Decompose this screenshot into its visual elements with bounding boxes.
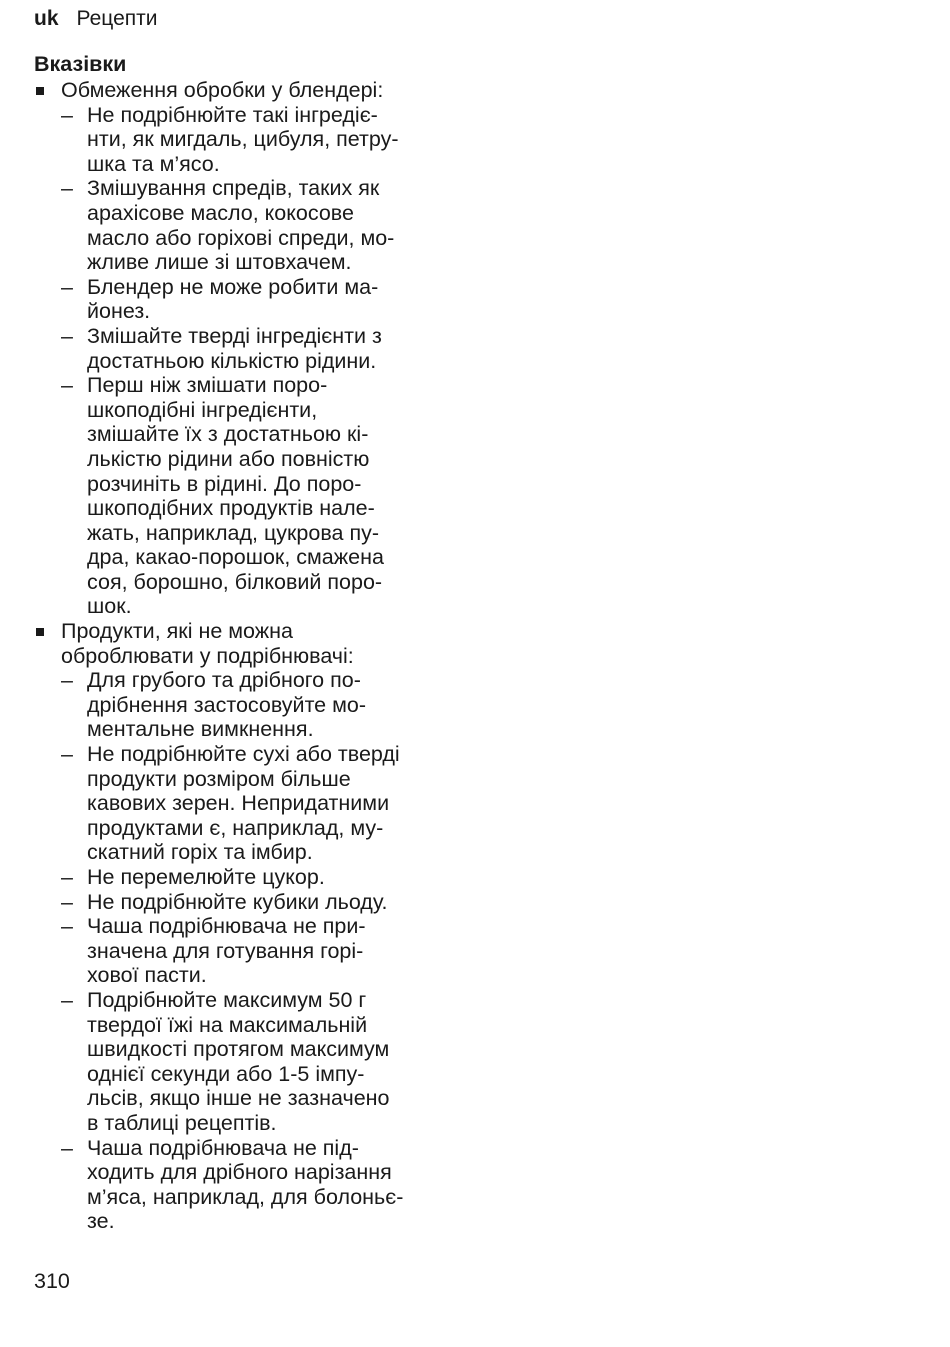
dash-item-text-line: дрібнення застосовуйте мо- bbox=[87, 692, 367, 717]
dash-item-text-line: кавових зерен. Непридатними bbox=[87, 791, 390, 816]
dash-item bbox=[61, 1136, 454, 1234]
dash-item-text-line: жать, наприклад, цукрова пу- bbox=[87, 520, 379, 545]
dash-item-text-line: льсів, якщо інше не зазначено bbox=[87, 1086, 390, 1111]
dash-item-text-line: лькістю рідини або повністю bbox=[87, 446, 370, 471]
dash-item bbox=[61, 988, 454, 1136]
dash-item-text-line: ментальне вимкнення. bbox=[87, 717, 314, 742]
section-name: Рецепти bbox=[76, 7, 158, 30]
dash-item-text-line: змішайте їх з достатньою кі- bbox=[87, 422, 369, 447]
dash-item bbox=[61, 275, 454, 324]
page-header bbox=[34, 6, 157, 32]
dash-marker: – bbox=[61, 865, 73, 889]
dash-item-text-line: дра, какао-порошок, смажена bbox=[87, 545, 384, 570]
dash-marker: – bbox=[61, 742, 73, 767]
bullet-list bbox=[34, 78, 454, 1234]
dash-item-text-line: значена для готування горі- bbox=[87, 938, 364, 963]
dash-item-text-line: йонез. bbox=[87, 299, 151, 324]
dash-item bbox=[61, 668, 454, 742]
dash-item-text-line: Не подрібнюйте сухі або тверді bbox=[87, 742, 400, 767]
dash-item-text-line: швидкості протягом максимум bbox=[87, 1037, 390, 1062]
dash-item bbox=[61, 103, 454, 177]
dash-item-text-line: Не подрібнюйте такі інгредіє- bbox=[87, 102, 378, 127]
dash-marker: – bbox=[61, 373, 73, 398]
dash-marker: – bbox=[61, 987, 73, 1012]
dash-item-text-line: нти, як мигдаль, цибуля, петру- bbox=[87, 127, 399, 152]
section-title: Вказівки bbox=[34, 52, 127, 76]
dash-item-text-line: арахісове масло, кокосове bbox=[87, 200, 354, 225]
notes-section bbox=[34, 51, 454, 1234]
dash-item bbox=[61, 373, 454, 619]
dash-item-text-line: хової пасти. bbox=[87, 963, 207, 988]
language-code: uk bbox=[34, 7, 59, 30]
dash-marker: – bbox=[61, 274, 73, 299]
dash-item-text-line: масло або горіхові спреди, мо- bbox=[87, 225, 395, 250]
dash-item-text-line: твердої їжі на максимальній bbox=[87, 1012, 368, 1037]
dash-item-text-line: шка та м’ясо. bbox=[87, 151, 220, 176]
dash-item-text-line: Подрібнюйте максимум 50 г bbox=[87, 987, 367, 1012]
dash-item bbox=[61, 742, 454, 865]
dash-item-text-line: зе. bbox=[87, 1209, 115, 1234]
dash-marker: – bbox=[61, 323, 73, 348]
dash-marker: – bbox=[61, 102, 73, 127]
dash-item-text-line: Блендер не може робити ма- bbox=[87, 274, 379, 299]
dash-item-text-line: в таблиці рецептів. bbox=[87, 1110, 277, 1135]
dash-item bbox=[61, 914, 454, 988]
dash-item bbox=[61, 176, 454, 274]
dash-item-text-line: скатний горіх та імбир. bbox=[87, 840, 313, 865]
dash-item-text-line: Змішування спредів, таких як bbox=[87, 176, 380, 201]
dash-item-text-line: соя, борошно, білковий поро- bbox=[87, 569, 383, 594]
square-bullet-icon bbox=[36, 628, 44, 636]
dash-item-text-line: Змішайте тверді інгредієнти з bbox=[87, 323, 382, 348]
dash-marker: – bbox=[61, 668, 73, 693]
dash-item-text-line: ходить для дрібного нарізання bbox=[87, 1160, 392, 1185]
dash-item-text-line: розчиніть в рідині. До поро- bbox=[87, 471, 362, 496]
dash-item-text-line: Перш ніж змішати поро- bbox=[87, 373, 328, 398]
dash-item-text-line: Не подрібнюйте кубики льоду. bbox=[87, 889, 388, 914]
dash-marker: – bbox=[61, 1135, 73, 1160]
dash-item-text-line: Чаша подрібнювача не при- bbox=[87, 914, 366, 939]
bullet-item bbox=[34, 78, 454, 619]
dash-item-text-line: шкоподібних продуктів нале- bbox=[87, 496, 375, 521]
bullet-text-line: оброблювати у подрібнювачі: bbox=[61, 643, 354, 668]
dash-list bbox=[61, 103, 454, 619]
dash-item-text-line: жливе лише зі штовхачем. bbox=[87, 250, 352, 275]
dash-item-text-line: продуктами є, наприклад, му- bbox=[87, 815, 384, 840]
square-bullet-icon bbox=[36, 87, 44, 95]
dash-item-text-line: м’яса, наприклад, для болоньє- bbox=[87, 1184, 404, 1209]
dash-item-text-line: однієї секунди або 1-5 імпу- bbox=[87, 1061, 365, 1086]
dash-marker: – bbox=[61, 914, 73, 939]
dash-marker: – bbox=[61, 176, 73, 201]
bullet-text-line: Продукти, які не можна bbox=[61, 619, 293, 644]
dash-item-text-line: шкоподібні інгредієнти, bbox=[87, 397, 318, 422]
dash-list bbox=[61, 668, 454, 1234]
bullet-text-line: Обмеження обробки у блендері: bbox=[61, 78, 384, 102]
dash-item-text-line: Не перемелюйте цукор. bbox=[87, 865, 325, 889]
dash-item-text-line: шок. bbox=[87, 594, 132, 619]
bullet-item bbox=[34, 619, 454, 1234]
dash-item-text-line: достатньою кількістю рідини. bbox=[87, 348, 377, 373]
dash-item-text-line: Для грубого та дрібного по- bbox=[87, 668, 361, 693]
dash-item-text-line: Чаша подрібнювача не під- bbox=[87, 1135, 359, 1160]
dash-item bbox=[61, 890, 454, 915]
page-number: 310 bbox=[34, 1269, 70, 1293]
dash-item-text-line: продукти розміром більше bbox=[87, 766, 351, 791]
dash-item bbox=[61, 324, 454, 373]
dash-item bbox=[61, 865, 454, 890]
dash-marker: – bbox=[61, 889, 73, 914]
